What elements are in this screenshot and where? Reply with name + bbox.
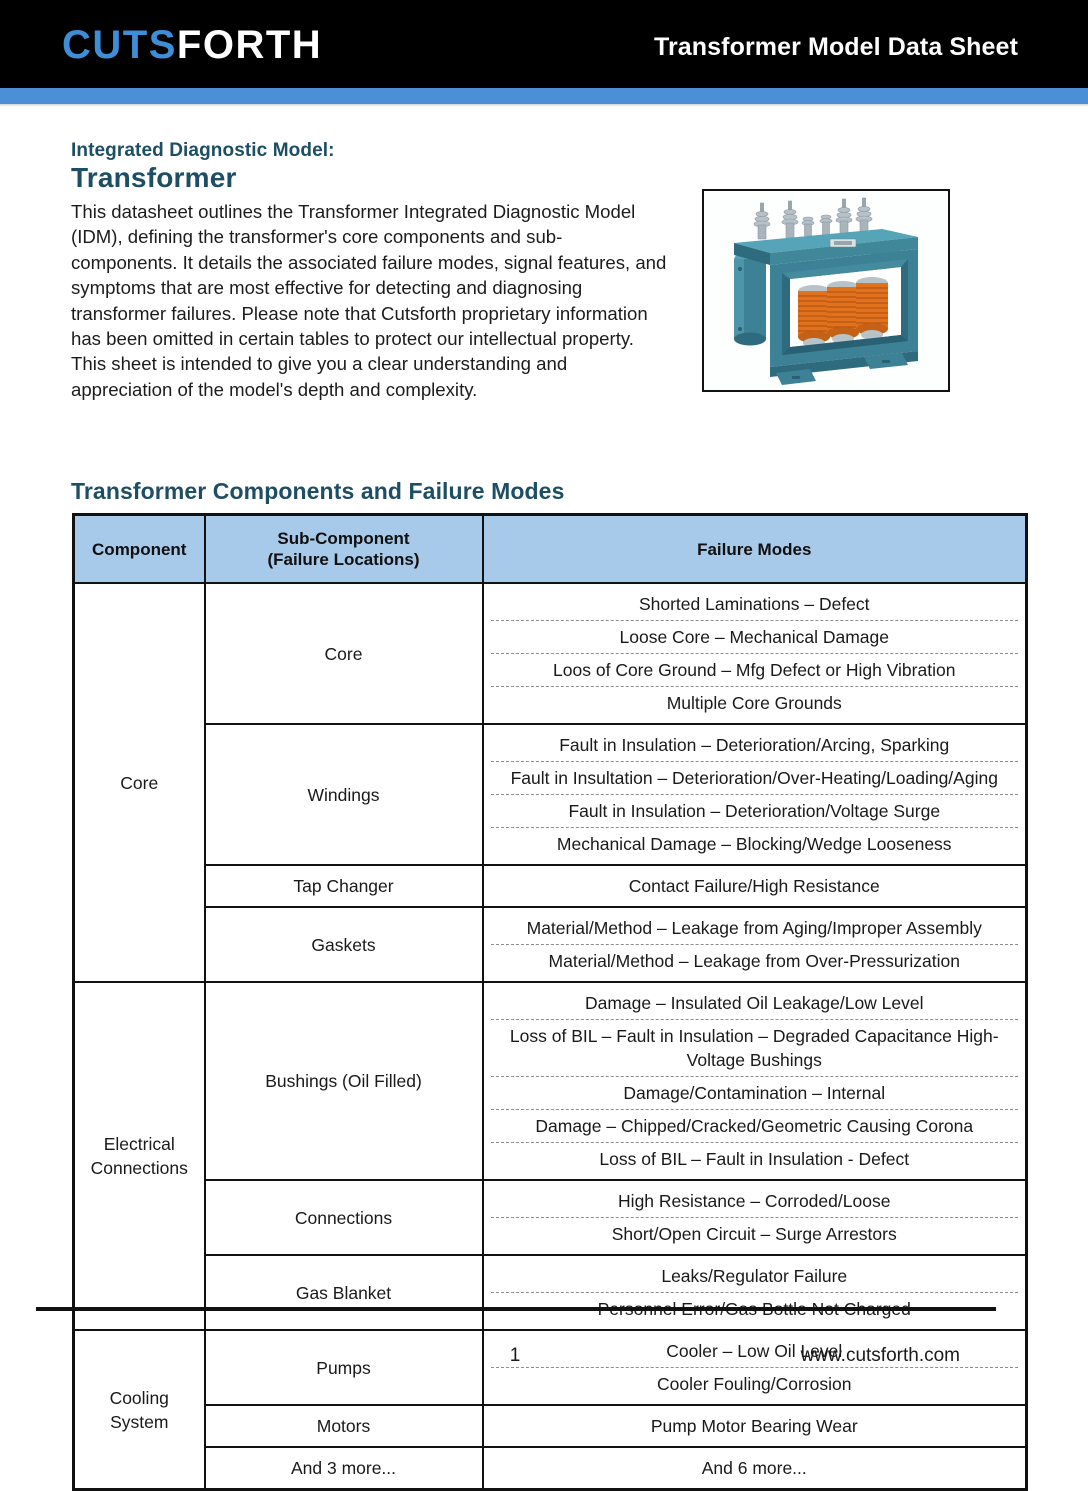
table-row <box>74 1180 1027 1255</box>
failure-modes-cell <box>483 907 1027 982</box>
component-cell: Cooling System <box>74 1330 205 1490</box>
column-header-failure-modes: Failure Modes <box>483 515 1027 584</box>
failure-mode-item: Loose Core – Mechanical Damage <box>491 621 1019 654</box>
failure-mode-item: Fault in Insulation – Deterioration/Arcing, Sparking <box>491 729 1019 762</box>
transformer-illustration-svg <box>704 191 948 390</box>
header-title: Transformer Model Data Sheet <box>653 33 1018 61</box>
intro-eyebrow: Integrated Diagnostic Model: <box>71 140 335 161</box>
column-header-subcomponent <box>205 515 483 584</box>
failure-mode-item: Mechanical Damage – Blocking/Wedge Looseness <box>556 834 952 854</box>
failure-modes-cell <box>483 1255 1027 1330</box>
failure-mode-list <box>491 1452 1019 1484</box>
subcomponent-cell: Gas Blanket <box>205 1255 483 1330</box>
subcomponent-cell: Bushings (Oil Filled) <box>205 982 483 1180</box>
footer-divider <box>36 1307 996 1311</box>
table-row <box>74 1405 1027 1447</box>
subcomponent-cell: Core <box>205 583 483 724</box>
company-logo <box>62 24 322 66</box>
failure-mode-item: Leaks/Regulator Failure <box>491 1260 1019 1293</box>
subcomponent-cell: Tap Changer <box>205 865 483 907</box>
column-header-subcomponent-line1: Sub-Component <box>277 529 410 548</box>
table-row <box>74 1255 1027 1330</box>
failure-mode-item: Cooler – Low Oil Level <box>491 1335 1019 1368</box>
failure-mode-item: Fault in Insultation – Deterioration/Over-Heating/Loading/Aging <box>491 762 1019 795</box>
table-row <box>74 724 1027 865</box>
footer-website-url: www.cutsforth.com <box>800 1345 960 1366</box>
table-row <box>74 1447 1027 1490</box>
failure-mode-list <box>491 729 1019 860</box>
table-head <box>74 515 1027 584</box>
intro-paragraph: This datasheet outlines the Transformer Integrated Diagnostic Model (IDM), defining the transformer's core components and sub-components. It details the associated failure modes, signal features, and symptoms that are most effective for detecting and diagnosing transformer failures. Please note that Cutsforth proprietary information has been omitted in certain tables to protect our intellectual property. This sheet is intended to give you a clear understanding and appreciation of the model's depth and complexity. <box>71 201 667 400</box>
failure-mode-list <box>491 987 1019 1175</box>
failure-mode-item: Multiple Core Grounds <box>666 693 842 713</box>
failure-modes-cell <box>483 1330 1027 1405</box>
page-header <box>0 0 1088 88</box>
subcomponent-cell: Motors <box>205 1405 483 1447</box>
failure-mode-item: Material/Method – Leakage from Aging/Improper Assembly <box>491 912 1019 945</box>
failure-mode-item: Shorted Laminations – Defect <box>491 588 1019 621</box>
failure-mode-item: And 6 more... <box>701 1458 807 1478</box>
transformer-illustration <box>702 189 950 392</box>
table-row <box>74 907 1027 982</box>
failure-modes-cell <box>483 1180 1027 1255</box>
failure-mode-list <box>491 1185 1019 1250</box>
failure-mode-item: Damage – Chipped/Cracked/Geometric Causing Corona <box>491 1110 1019 1143</box>
failure-mode-item: Contact Failure/High Resistance <box>628 876 880 896</box>
table-row <box>74 583 1027 724</box>
failure-mode-item: Cooler Fouling/Corrosion <box>656 1374 852 1394</box>
logo-cuts-text: CUTS <box>62 23 177 67</box>
failure-mode-list <box>491 870 1019 902</box>
table-header-row <box>74 515 1027 584</box>
component-cell: Core <box>74 583 205 982</box>
logo-forth-text: FORTH <box>176 23 323 67</box>
subcomponent-cell: Connections <box>205 1180 483 1255</box>
subcomponent-cell: Windings <box>205 724 483 865</box>
failure-modes-cell <box>483 1447 1027 1490</box>
failure-mode-list <box>491 1410 1019 1442</box>
failure-mode-item: Fault in Insulation – Deterioration/Voltage Surge <box>491 795 1019 828</box>
failure-mode-list <box>491 588 1019 719</box>
failure-mode-item: Loss of BIL – Fault in Insulation – Degraded Capacitance High-Voltage Bushings <box>491 1020 1019 1077</box>
failure-modes-cell <box>483 1405 1027 1447</box>
table-row <box>74 865 1027 907</box>
failure-mode-item: High Resistance – Corroded/Loose <box>491 1185 1019 1218</box>
failure-mode-item: Loos of Core Ground – Mfg Defect or High Vibration <box>491 654 1019 687</box>
failure-modes-cell <box>483 865 1027 907</box>
header-accent-shadow <box>0 104 1088 107</box>
component-cell: Electrical Connections <box>74 982 205 1330</box>
page-title: Transformer <box>71 162 237 193</box>
footer-page-number: 1 <box>509 1345 521 1366</box>
table-row <box>74 1330 1027 1405</box>
failure-mode-item: Material/Method – Leakage from Over-Pressurization <box>548 951 960 971</box>
failure-mode-list <box>491 912 1019 977</box>
failure-mode-item: Loss of BIL – Fault in Insulation - Defect <box>599 1149 910 1169</box>
failure-mode-item: Pump Motor Bearing Wear <box>650 1416 858 1436</box>
section-heading: Transformer Components and Failure Modes <box>71 478 565 504</box>
failure-modes-cell <box>483 982 1027 1180</box>
column-header-subcomponent-line2: (Failure Locations) <box>267 550 420 569</box>
table-row <box>74 982 1027 1180</box>
subcomponent-cell: And 3 more... <box>205 1447 483 1490</box>
failure-mode-item: Short/Open Circuit – Surge Arrestors <box>611 1224 897 1244</box>
windings <box>798 277 888 348</box>
failure-mode-list <box>491 1260 1019 1325</box>
column-header-component: Component <box>74 515 205 584</box>
failure-modes-cell <box>483 724 1027 865</box>
failure-mode-item: Damage – Insulated Oil Leakage/Low Level <box>491 987 1019 1020</box>
subcomponent-cell: Gaskets <box>205 907 483 982</box>
subcomponent-cell: Pumps <box>205 1330 483 1405</box>
failure-modes-cell <box>483 583 1027 724</box>
failure-mode-item: Damage/Contamination – Internal <box>491 1077 1019 1110</box>
header-accent-bar <box>0 88 1088 104</box>
